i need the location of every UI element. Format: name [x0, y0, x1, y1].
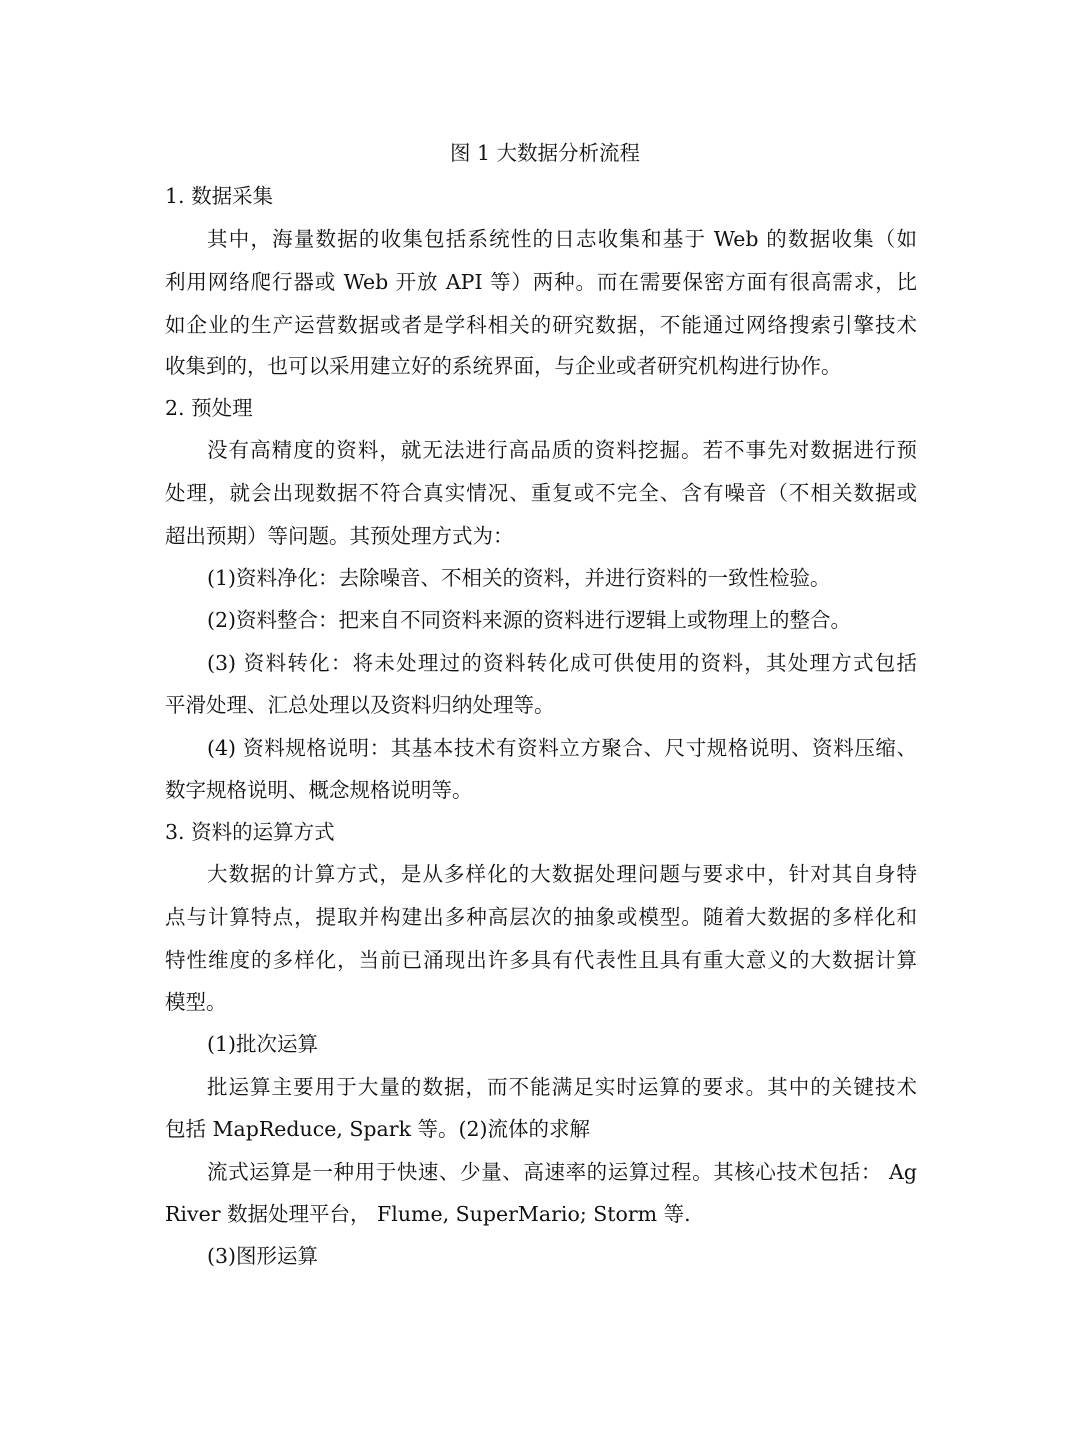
- paragraph-line: 收集到的，也可以采用建立好的系统界面，与企业或者研究机构进行协作。: [165, 354, 842, 378]
- paragraph-line: 流式运算是一种用于快速、少量、高速率的运算过程。其核心技术包括： Ag: [207, 1160, 917, 1184]
- paragraph-line: 超出预期）等问题。其预处理方式为：: [165, 524, 514, 548]
- paragraph-line: 其中，海量数据的收集包括系统性的日志收集和基于 Web 的数据收集（如: [207, 227, 917, 251]
- paragraph-line: 包括 MapReduce, Spark 等。(2)流体的求解: [165, 1117, 591, 1141]
- figure-caption: 图 1 大数据分析流程: [449, 141, 641, 165]
- list-item: (1)资料净化：去除噪音、不相关的资料，并进行资料的一致性检验。: [207, 566, 831, 590]
- section-heading-1: 1. 数据采集: [165, 184, 274, 208]
- section-heading-2: 2. 预处理: [165, 396, 253, 420]
- paragraph-line: 没有高精度的资料，就无法进行高品质的资料挖掘。若不事先对数据进行预: [207, 438, 917, 462]
- paragraph-line: 大数据的计算方式，是从多样化的大数据处理问题与要求中，针对其自身特: [207, 862, 917, 886]
- paragraph-line: 处理，就会出现数据不符合真实情况、重复或不完全、含有噪音（不相关数据或: [165, 481, 917, 505]
- paragraph-line: 如企业的生产运营数据或者是学科相关的研究数据，不能通过网络搜索引擎技术: [165, 313, 917, 337]
- paragraph-line: 利用网络爬行器或 Web 开放 API 等）两种。而在需要保密方面有很高需求，比: [165, 270, 917, 294]
- paragraph-line: 模型。: [165, 990, 227, 1014]
- subheading: (1)批次运算: [207, 1032, 319, 1056]
- section-heading-3: 3. 资料的运算方式: [165, 820, 335, 844]
- paragraph-line: River 数据处理平台， Flume, SuperMario; Storm 等.: [165, 1202, 691, 1226]
- paragraph-line: 批运算主要用于大量的数据，而不能满足实时运算的要求。其中的关键技术: [207, 1075, 917, 1099]
- list-item-continuation: 数字规格说明、概念规格说明等。: [165, 778, 473, 802]
- list-item: (2)资料整合：把来自不同资料来源的资料进行逻辑上或物理上的整合。: [207, 608, 852, 632]
- list-item: (4) 资料规格说明：其基本技术有资料立方聚合、尺寸规格说明、资料压缩、: [207, 736, 917, 760]
- list-item-continuation: 平滑处理、汇总处理以及资料归纳处理等。: [165, 693, 555, 717]
- paragraph-line: 点与计算特点，提取并构建出多种高层次的抽象或模型。随着大数据的多样化和: [165, 905, 917, 929]
- paragraph-line: 特性维度的多样化，当前已涌现出许多具有代表性且具有重大意义的大数据计算: [165, 948, 917, 972]
- list-item: (3) 资料转化：将未处理过的资料转化成可供使用的资料，其处理方式包括: [207, 651, 917, 675]
- subheading: (3)图形运算: [207, 1244, 319, 1268]
